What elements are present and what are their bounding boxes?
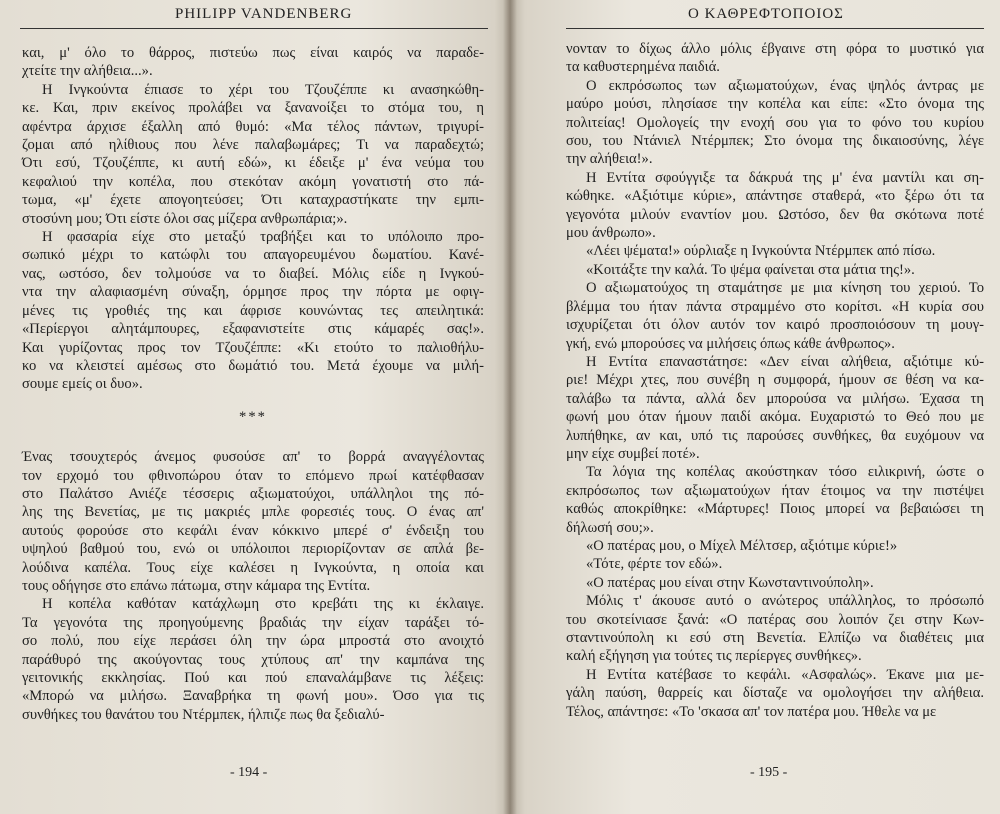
- text-line: Μόλις τ' άκουσε αυτό ο ανώτερος υπάλληλος, το πρόσωπό: [586, 593, 984, 610]
- text-line: μαύρο μούσι, πλησίασε την κοπέλα και είπε: «Στο όνομα της: [566, 96, 984, 113]
- text-line: Η Ινγκούντα έπιασε το χέρι του Τζουζέππε κι ανασηκώθη-: [42, 81, 484, 98]
- right-page-text: [566, 40, 984, 721]
- page-number: - 194 -: [230, 765, 268, 780]
- text-line: δήλωσή σου;».: [566, 519, 654, 536]
- text-line: σωπικό μέχρι το κατώφλι του απαγορευμένου δωματίου. Κανέ-: [22, 247, 484, 264]
- text-line: του σκοτείνιασε ξανά: «Ο πατέρας σου λοιπόν ζει στην Κων-: [566, 611, 984, 628]
- text-line: «Ο πατέρας μου είναι στην Κωνσταντινούπολη».: [586, 574, 874, 591]
- left-paragraphs: [22, 44, 484, 394]
- text-line: λούδινα καπέλα. Τους είχε καλέσει η Ινγκούντα, η οποία και: [22, 559, 484, 576]
- text-line: χτείτε την αλήθεια...».: [22, 63, 153, 80]
- book-gutter: [503, 0, 517, 814]
- text-line: ταλάβω τα πάντα, αλλά δεν μπορούσα να μιλήσω. Έχασα τη: [566, 390, 984, 407]
- right-paragraphs: [566, 40, 984, 721]
- text-line: «Μπορώ να μιλήσω. Ξαναβρήκα τη φωνή μου». Όσο για τις: [22, 688, 484, 705]
- text-line: καθώς αποκρίθηκε: «Μάρτυρες! Ποιος μπορεί να βεβαιώσει τη: [566, 501, 984, 518]
- text-line: μου άνθρωπο».: [566, 225, 656, 242]
- text-line: σουμε εμείς οι δυο».: [22, 376, 143, 393]
- text-line: Η Εντίτα κατέβασε το κεφάλι. «Ασφαλώς». Έκανε μια με-: [586, 666, 984, 683]
- text-line: λης της Βενετίας, με τις μακριές μπλε φορεσιές τους. Ο ένας απ': [22, 504, 484, 521]
- text-line: σου, του Ντάνιελ Ντέρμπεκ; Στο όνομα της δικαιοσύνης, λέγε: [566, 133, 984, 150]
- text-line: Η κοπέλα καθόταν κατάχλωμη στο κρεβάτι της κι έκλαιγε.: [42, 596, 484, 613]
- text-line: καλή εξήγηση για τούτες τις περίεργες συνθήκες».: [566, 648, 862, 665]
- left-page-text: [22, 44, 484, 724]
- running-header-title: Ο ΚΑΘΡΕΦΤΟΠΟΙΟΣ: [688, 6, 844, 22]
- text-line: γκή, ενώ μπορούσες να μιλήσεις όπως κάθε άνθρωπος».: [566, 335, 895, 352]
- text-line: τον ερχομό του φθινοπώρου όταν το επόμενο πρωί κατέφθασαν: [22, 467, 484, 484]
- text-line: νονταν το δίχως άλλο μόλις έβγαινε στη φόρα το μυστικό για: [566, 41, 984, 57]
- text-line: «Ο πατέρας μου, ο Μίχελ Μέλτσερ, αξιότιμε κύριε!»: [586, 537, 898, 554]
- text-line: παράθυρό της ακούγοντας τους χτύπους απ' την καμπάνα της: [22, 651, 484, 668]
- text-line: αυτούς φορούσε στο κεφάλι έναν κόκκινο μπερέ σ' ένδειξη του: [22, 522, 484, 539]
- text-line: γεγονότα μιλούν εναντίον μου. Ωστόσο, δεν θα σκότωνα ποτέ: [566, 206, 984, 223]
- text-line: «Περίεργοι αλητάμπουρες, εξαφανιστείτε στις κάμαρές σας!».: [22, 321, 484, 338]
- text-line: αφέντρα άρχισε έξαλλη από θυμό: «Μα τέλος πάντων, τριγυρί-: [22, 118, 484, 135]
- text-line: τωμα, «μ' έχετε απογοητεύσει; Ότι καταχραστήκατε την εμπι-: [22, 192, 484, 209]
- text-line: τα καθυστερημένα παιδιά.: [566, 59, 720, 76]
- text-line: και, μ' όλο το θάρρος, πιστεύω πως είναι καιρός να παραδε-: [22, 45, 484, 61]
- text-line: σταντινούπολη κι εσύ στη Βενετία. Ελπίζω να διαθέτεις μια: [566, 630, 984, 646]
- text-line: Η φασαρία είχε στο μεταξύ τραβήξει και το υπόλοιπο προ-: [42, 229, 484, 246]
- text-line: συνθήκες του θανάτου του Ντέρμπεκ, ήλπιζε πως θα ξεδιαλύ-: [22, 706, 385, 723]
- text-line: Τα γεγονότα της προηγούμενης βραδιάς την είχαν ταράξει τό-: [22, 614, 484, 631]
- text-line: ριε! Μέχρι χτες, που συνέβη η συμφορά, ήμουν σε θέση να κα-: [566, 372, 984, 389]
- header-rule: [20, 28, 488, 29]
- text-line: φωνή μου όταν ήμουν παιδί ακόμα. Ευχαριστώ το Θεό που με: [566, 409, 984, 426]
- text-line: «Κοιτάξτε την καλά. Το ψέμα φαίνεται στα μάτια της!».: [586, 261, 915, 278]
- page-number: - 195 -: [750, 765, 788, 780]
- text-line: «Λέει ψέματα!» ούρλιαξε η Ινγκούντα Ντέρμπεκ από πίσω.: [586, 243, 936, 260]
- text-line: Η Εντίτα σφούγγιξε τα δάκρυά της μ' ένα μαντίλι και ση-: [586, 169, 984, 186]
- text-line: εκπρόσωπος των αξιωματούχων ήταν έτοιμος να την πιστέψει: [566, 482, 984, 499]
- text-line: σο πολύ, που είχε περάσει όλη την ώρα μπροστά στο ανοιχτό: [22, 633, 484, 650]
- text-line: Ότι εσύ, Τζουζέππε, κι αυτή εδώ», κι έδειξε μ' ένα νεύμα του: [22, 155, 484, 172]
- text-line: λυπήθηκε, αν και, υπό τις παρούσες συνθήκες, θα ευχόμουν να: [566, 427, 984, 444]
- text-line: κεφαλιού την κοπέλα, που στεκόταν ακόμη γονατιστή στο πά-: [22, 173, 484, 190]
- text-line: ζομαι από ηλίθιους που λένε παλαβωμάρες; Τι να παραδεχτώ;: [22, 137, 484, 154]
- text-line: Ο αξιωματούχος τη σταμάτησε με μια κίνηση του χεριού. Το: [586, 280, 984, 297]
- text-line: στο Παλάτσο Ανιέζε τέσσερις αξιωματούχοι, υπάλληλοι της πό-: [22, 485, 484, 502]
- right-page: [510, 0, 1000, 814]
- text-line: βλέμμα του ήταν πάντα στραμμένο στο κορίτσι. «Η κυρία σου: [566, 298, 984, 315]
- text-line: υψηλού βαθμού του, ενώ οι υπόλοιποι περιορίζονταν σε απλά βε-: [22, 541, 484, 558]
- text-line: Τα λόγια της κοπέλας ακούστηκαν τόσο ειλικρινή, ώστε ο: [586, 464, 984, 481]
- text-line: Τέλος, απάντησε: «Το 'σκασα απ' τον πατέρα μου. Ήθελε να με: [566, 703, 937, 720]
- text-line: ντα την αλαφιασμένη σύναξη, όρμησε προς την πόρτα με οφιγ-: [22, 284, 484, 301]
- text-line: κε. Και, πριν εκείνος προλάβει να ξανανοίξει το στόμα του, η: [22, 100, 484, 117]
- text-line: γειτονικής εκκλησίας. Πού και πού επαναλάμβανε τις λέξεις:: [22, 670, 484, 686]
- left-paragraphs-after-break: [22, 448, 484, 724]
- text-line: Ο εκπρόσωπος των αξιωματούχων, ένας ψηλός άντρας με: [586, 77, 984, 94]
- text-line: κο να κλειστεί αμέσως στο δωμάτιό του. Μετά έχουμε να μιλή-: [22, 357, 484, 374]
- text-line: πολιτείας! Ομολογείς την ενοχή σου για το φόνο του κυρίου: [566, 114, 984, 131]
- text-line: τους οδήγησε στο επάνω πάτωμα, στην κάμαρα της Εντίτα.: [22, 577, 371, 594]
- text-line: «Τότε, φέρτε τον εδώ».: [586, 556, 723, 573]
- text-line: Ένας τσουχτερός άνεμος φυσούσε απ' το βορρά αναγγέλοντας: [22, 449, 484, 466]
- header-rule: [566, 28, 984, 29]
- section-break: ***: [239, 408, 267, 425]
- text-line: μην είχε συμβεί ποτέ».: [566, 445, 700, 462]
- text-line: κώθηκε. «Αξιότιμε κύριε», απάντησε σταθερά, «το ξέρω ότι τα: [566, 188, 984, 205]
- text-line: νας, ωστόσο, δεν τολμούσε να το διαβεί. Μόλις είδε η Ινγκού-: [22, 265, 484, 282]
- text-line: στοσύνη μου; Ότι είστε όλοι σας μίζερα ανθρωπάρια;».: [22, 210, 348, 227]
- running-header-author: PHILIPP VANDENBERG: [175, 6, 353, 22]
- text-line: γάλη παύση, θαρρείς και δίσταζε να ομολογήσει την αλήθεια.: [566, 685, 984, 702]
- text-line: μένες τις γροθιές της και άφρισε κουνώντας τες απειλητικά:: [22, 302, 484, 319]
- text-line: ισχυρίζεται ότι όλον αυτόν τον καιρό προσποιόσουν τη μουγ-: [566, 317, 984, 334]
- text-line: Και γυρίζοντας προς τον Τζουζέππε: «Κι ετούτο το παλιοθήλυ-: [22, 339, 484, 356]
- text-line: την αλήθεια!».: [566, 151, 653, 168]
- text-line: Η Εντίτα επαναστάτησε: «Δεν είναι αλήθεια, αξιότιμε κύ-: [586, 353, 984, 370]
